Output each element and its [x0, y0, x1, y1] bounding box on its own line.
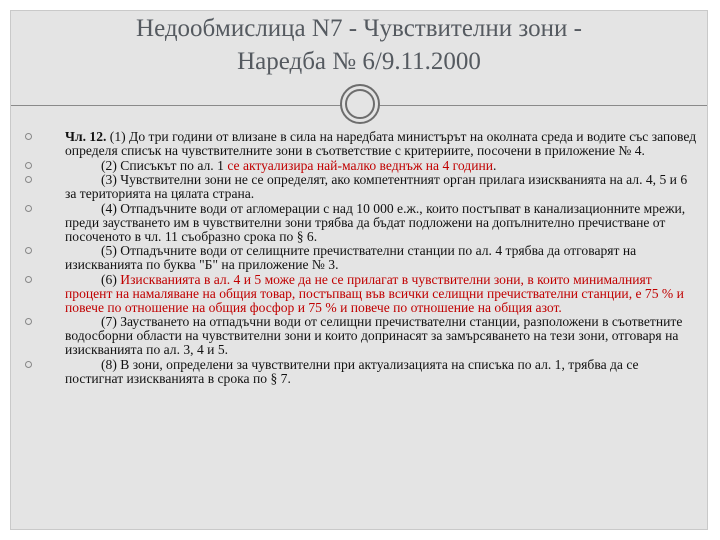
list-item-6 — [25, 273, 699, 315]
item-text-end: . — [493, 157, 497, 173]
highlighted-text: се актуализира най-малко веднъж на 4 години — [227, 157, 494, 173]
bullet-icon — [25, 276, 32, 283]
list-item-3 — [25, 173, 699, 201]
item-text: (6) — [101, 271, 121, 287]
bullet-icon — [25, 162, 32, 169]
item-text: (2) Списъкът по ал. 1 — [101, 157, 228, 173]
list-item-1 — [25, 130, 699, 158]
item-text: (1) До три години от влизане в сила на наредбата министърът на околната среда и водите със заповед определя списък на чувствителните зони в съответствие с критериите, посочени в приложение № 4. — [65, 129, 697, 158]
item-text: (5) Отпадъчните води от селищните пречиствателни станции по ал. 4 трябва да отговарят на изискванията по буква "Б" на приложение № 3. — [65, 243, 637, 272]
bullet-icon — [25, 176, 32, 183]
list-item-7 — [25, 315, 699, 357]
list-item-2 — [25, 159, 699, 173]
item-text: (3) Чувствителни зони не се определят, ако компетентният орган прилага изискванията на ал. 4, 5 и 6 за територията на цялата страна. — [65, 172, 688, 201]
title-line-2: Наредба № 6/9.11.2000 — [237, 48, 481, 75]
list-item-4 — [25, 202, 699, 244]
highlighted-text: Изискванията в ал. 4 и 5 може да не се прилагат в чувствителни зони, в които минималният процент на намаляване на общия товар, постъпващ във всички селищни пречиствателни станции, е 75 % и повече по отношение на общия фосфор и 75 % и повече по отношение на общия азот. — [65, 271, 684, 315]
list-item-5 — [25, 244, 699, 272]
item-text: (7) Заустването на отпадъчни води от селищни пречиствателни станции, разположени в съответните водосборни области на чувствителни зони и които допринасят за замърсяването на тези зони, отговаря на изискванията по ал. 3, 4 и 5. — [65, 314, 683, 357]
item-text: (4) Отпадъчните води от агломерации с над 10 000 е.ж., които постъпват в канализационните мрежи, преди заустването им в чувствителни зони трябва да бъдат подложени на допълнително пречистване от посоченото в чл. 11 съобразно срока по § 6. — [65, 200, 686, 244]
item-text: (8) В зони, определени за чувствителни при актуализацията на списъка по ал. 1, трябва да се постигнат изискванията в срока по § 7. — [65, 356, 639, 386]
title-line-1: Недообмислица N7 - Чувствителни зони - — [136, 15, 582, 42]
bullet-icon — [25, 361, 32, 368]
ring-ornament-icon — [340, 84, 380, 124]
article-list — [25, 130, 699, 386]
slide-title — [11, 11, 707, 83]
bullet-icon — [25, 247, 32, 254]
slide — [10, 10, 708, 530]
bullet-icon — [25, 318, 32, 325]
bullet-icon — [25, 205, 32, 212]
article-number: Чл. 12. — [65, 129, 107, 144]
list-item-8 — [25, 358, 699, 386]
bullet-icon — [25, 133, 32, 140]
